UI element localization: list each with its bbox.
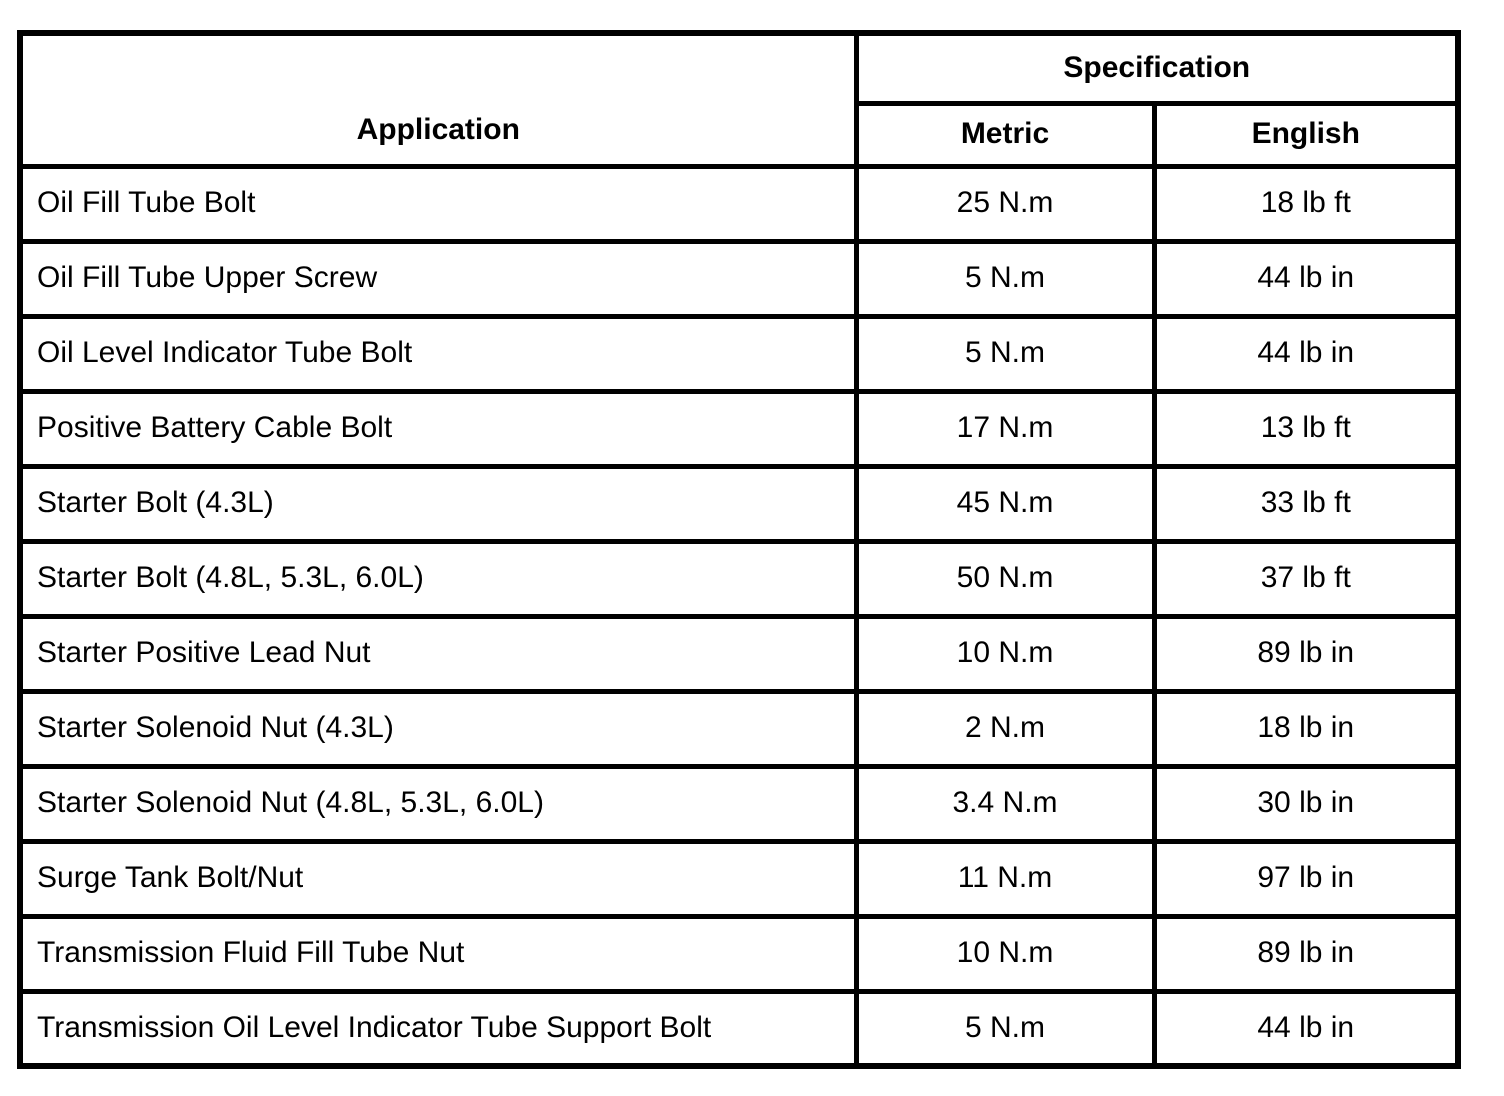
english-value-cell: 44 lb in	[1154, 991, 1458, 1066]
table-row	[20, 691, 1458, 766]
table-row	[20, 766, 1458, 841]
table-row	[20, 166, 1458, 241]
application-cell: Starter Solenoid Nut (4.8L, 5.3L, 6.0L)	[20, 766, 856, 841]
application-cell: Oil Fill Tube Bolt	[20, 166, 856, 241]
table-row	[20, 616, 1458, 691]
application-cell: Oil Fill Tube Upper Screw	[20, 241, 856, 316]
table-row	[20, 316, 1458, 391]
english-value-cell: 44 lb in	[1154, 241, 1458, 316]
metric-value-cell: 25 N.m	[856, 166, 1154, 241]
metric-value-cell: 3.4 N.m	[856, 766, 1154, 841]
english-value-cell: 37 lb ft	[1154, 541, 1458, 616]
metric-value-cell: 45 N.m	[856, 466, 1154, 541]
english-value-cell: 18 lb ft	[1154, 166, 1458, 241]
english-value-cell: 33 lb ft	[1154, 466, 1458, 541]
metric-value-cell: 5 N.m	[856, 316, 1154, 391]
english-column-header: English	[1154, 103, 1458, 166]
metric-column-header: Metric	[856, 103, 1154, 166]
application-cell: Surge Tank Bolt/Nut	[20, 841, 856, 916]
english-value-cell: 13 lb ft	[1154, 391, 1458, 466]
table-row	[20, 466, 1458, 541]
table-row	[20, 991, 1458, 1066]
application-cell: Positive Battery Cable Bolt	[20, 391, 856, 466]
metric-value-cell: 10 N.m	[856, 616, 1154, 691]
metric-value-cell: 50 N.m	[856, 541, 1154, 616]
metric-value-cell: 10 N.m	[856, 916, 1154, 991]
application-cell: Transmission Oil Level Indicator Tube Support Bolt	[20, 991, 856, 1066]
table-row	[20, 841, 1458, 916]
application-cell: Starter Solenoid Nut (4.3L)	[20, 691, 856, 766]
application-column-header: Application	[20, 33, 856, 166]
application-cell: Transmission Fluid Fill Tube Nut	[20, 916, 856, 991]
application-cell: Starter Bolt (4.3L)	[20, 466, 856, 541]
english-value-cell: 44 lb in	[1154, 316, 1458, 391]
english-value-cell: 89 lb in	[1154, 916, 1458, 991]
metric-value-cell: 17 N.m	[856, 391, 1154, 466]
table-row	[20, 241, 1458, 316]
english-value-cell: 30 lb in	[1154, 766, 1458, 841]
header-row-specification	[20, 33, 1458, 103]
english-value-cell: 18 lb in	[1154, 691, 1458, 766]
table-row	[20, 541, 1458, 616]
metric-value-cell: 5 N.m	[856, 991, 1154, 1066]
english-value-cell: 89 lb in	[1154, 616, 1458, 691]
table-row	[20, 916, 1458, 991]
metric-value-cell: 5 N.m	[856, 241, 1154, 316]
metric-value-cell: 2 N.m	[856, 691, 1154, 766]
application-cell: Starter Positive Lead Nut	[20, 616, 856, 691]
table-row	[20, 391, 1458, 466]
application-cell: Starter Bolt (4.8L, 5.3L, 6.0L)	[20, 541, 856, 616]
torque-spec-table	[17, 30, 1461, 1069]
specification-group-header: Specification	[856, 33, 1458, 103]
metric-value-cell: 11 N.m	[856, 841, 1154, 916]
english-value-cell: 97 lb in	[1154, 841, 1458, 916]
application-cell: Oil Level Indicator Tube Bolt	[20, 316, 856, 391]
